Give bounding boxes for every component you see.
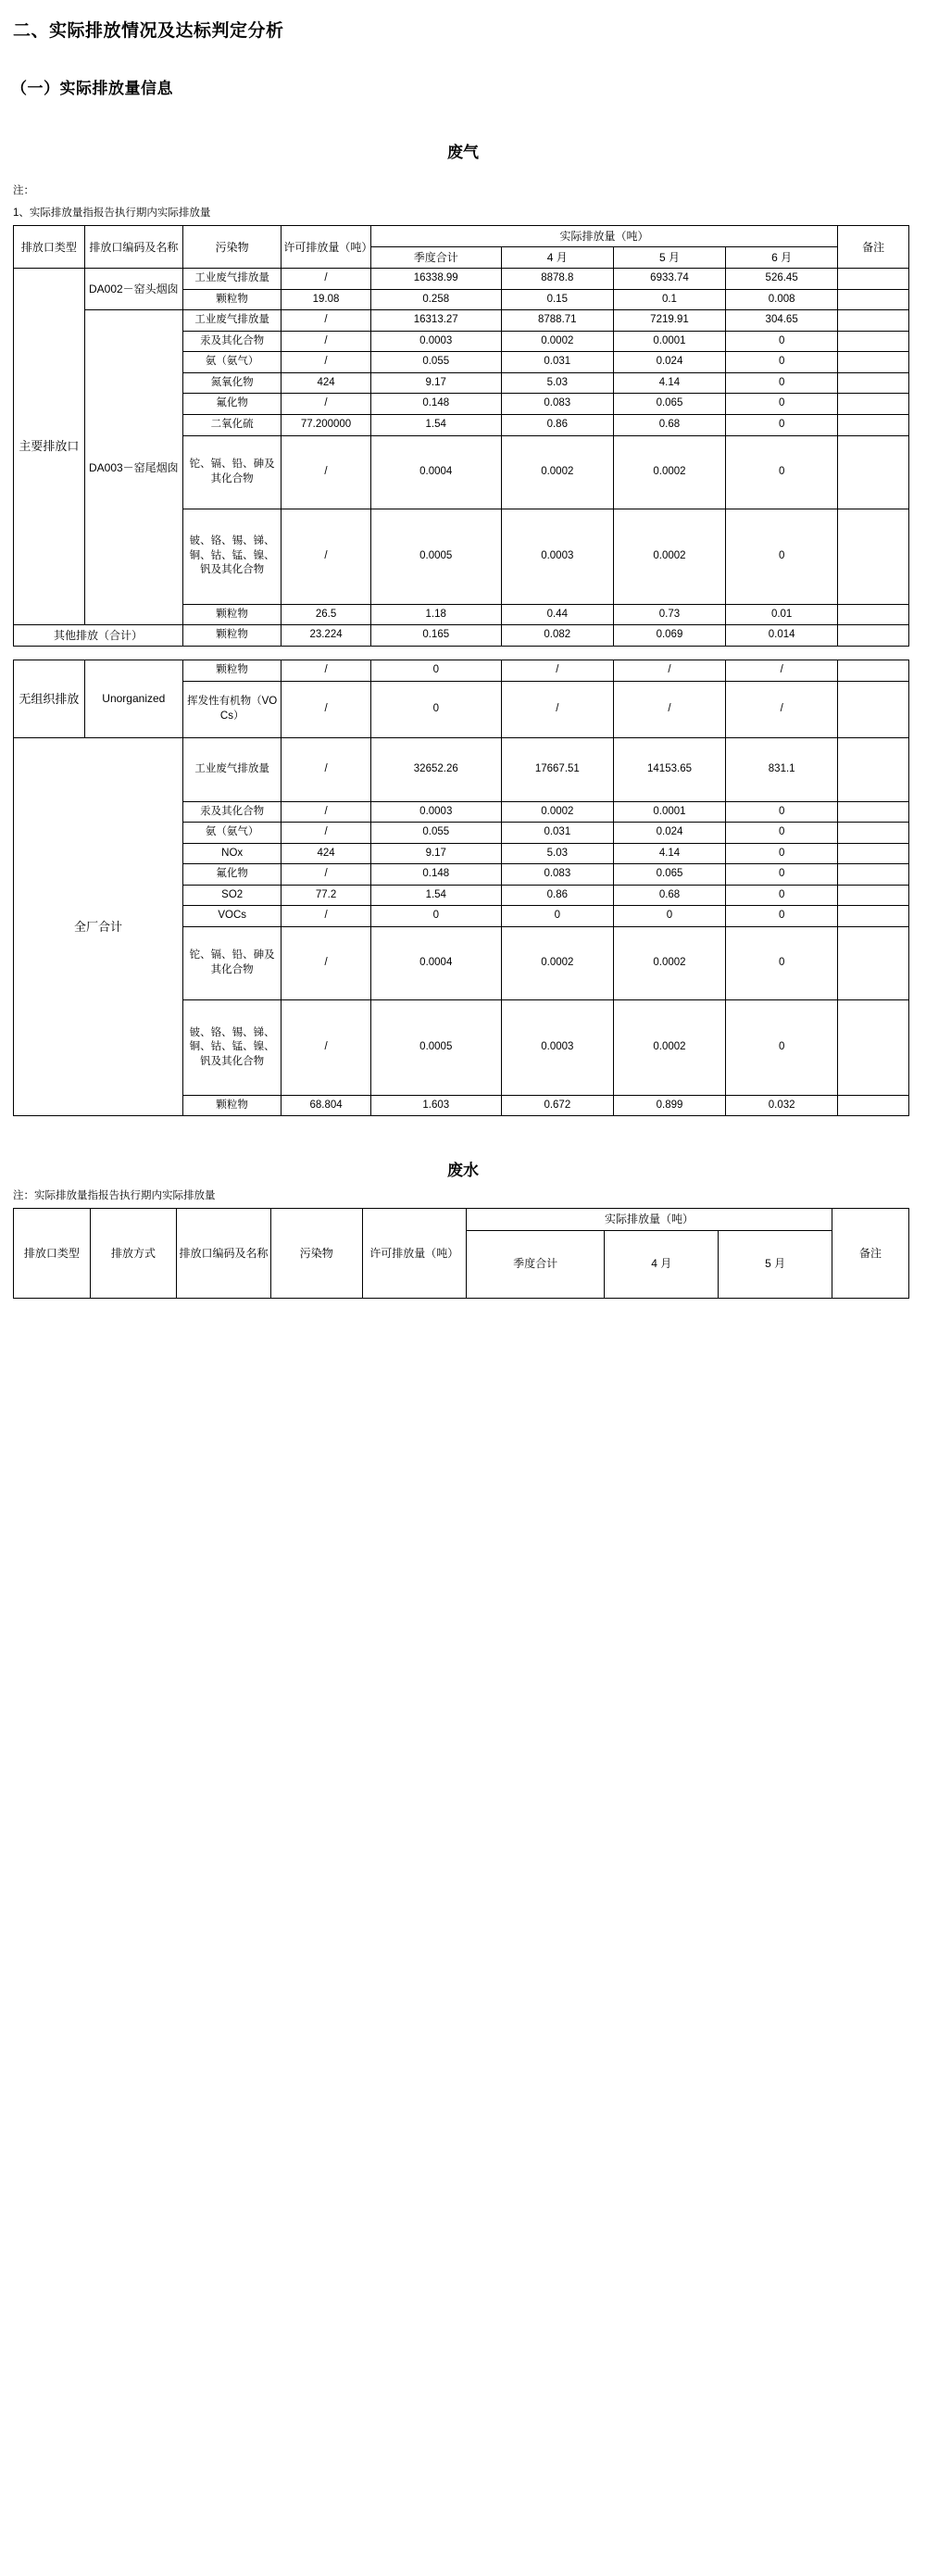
- cell-quarter: 0.165: [370, 625, 501, 647]
- cell-permitted: /: [282, 352, 370, 373]
- cell-m4: 0.031: [501, 352, 613, 373]
- cell-pollutant: 氮氧化物: [182, 372, 281, 394]
- cell-remark: [838, 289, 909, 310]
- cell-permitted: 23.224: [282, 625, 370, 647]
- cell-permitted: 77.200000: [282, 414, 370, 435]
- cell-permitted: /: [282, 737, 370, 801]
- cell-pollutant: 挥发性有机物（VOCs）: [183, 681, 282, 737]
- cell-m5: 0.73: [613, 604, 725, 625]
- note-line-1: 1、实际排放量指报告执行期内实际排放量: [13, 207, 211, 219]
- cell-m4: 0.083: [501, 864, 613, 886]
- cell-pollutant: 汞及其化合物: [183, 801, 282, 823]
- cell-m5: 0.0002: [613, 999, 725, 1095]
- cell-m6: 0.008: [726, 289, 838, 310]
- cell-permitted: /: [282, 906, 370, 927]
- th-month-6: 6 月: [726, 247, 838, 269]
- cell-m4: 17667.51: [501, 737, 613, 801]
- cell-m5: 7219.91: [613, 310, 725, 332]
- cell-quarter: 0.148: [370, 864, 501, 886]
- cell-m6: 0: [726, 801, 838, 823]
- cell-permitted: /: [282, 660, 370, 682]
- cell-m6: 0: [726, 885, 838, 906]
- cell-permitted: /: [282, 926, 370, 999]
- cell-quarter: 0.0004: [370, 926, 501, 999]
- cell-permitted: 26.5: [282, 604, 370, 625]
- table-header-row-1: [14, 1209, 909, 1230]
- cell-m6: 304.65: [726, 310, 838, 332]
- cell-quarter: 0.0003: [370, 331, 501, 352]
- cell-m5: 0.1: [613, 289, 725, 310]
- cell-pollutant: 铊、镉、铅、砷及其化合物: [183, 926, 282, 999]
- cell-m4: 0.86: [501, 885, 613, 906]
- cell-m5: 0.0002: [613, 509, 725, 604]
- cell-remark: [838, 625, 909, 647]
- cell-m5: 14153.65: [613, 737, 725, 801]
- cell-permitted: /: [282, 331, 370, 352]
- cell-outlet-code-da002: DA002－窑头烟囱: [84, 269, 182, 310]
- cell-plant-total-label: 全厂合计: [14, 737, 183, 1116]
- cell-remark: [838, 414, 909, 435]
- cell-pollutant: 氟化物: [182, 394, 281, 415]
- cell-quarter: 0.055: [370, 823, 501, 844]
- cell-pollutant: 颗粒物: [183, 660, 282, 682]
- cell-pollutant: 氨（氨气）: [183, 823, 282, 844]
- cell-quarter: 16338.99: [370, 269, 501, 290]
- cell-m5: 0.024: [613, 823, 725, 844]
- cell-m6: 0.01: [726, 604, 838, 625]
- cell-remark: [838, 1095, 909, 1116]
- cell-pollutant: 工业废气排放量: [183, 737, 282, 801]
- cell-m6: 0: [726, 926, 838, 999]
- subsection-title: （一）实际排放量信息: [11, 80, 173, 97]
- page-title: 二、实际排放情况及达标判定分析: [13, 21, 284, 41]
- cell-m6: /: [726, 681, 838, 737]
- cell-m4: 5.03: [501, 843, 613, 864]
- table-row: [14, 737, 909, 801]
- cell-remark: [838, 660, 909, 682]
- cell-m5: 0.899: [613, 1095, 725, 1116]
- cell-m6: 0: [726, 352, 838, 373]
- cell-m5: 6933.74: [613, 269, 725, 290]
- th-actual-group: 实际排放量（吨）: [466, 1209, 832, 1230]
- cell-outlet-code-da003: DA003－窑尾烟囱: [84, 310, 182, 625]
- cell-pollutant: SO2: [183, 885, 282, 906]
- th-permitted: 许可排放量（吨）: [362, 1209, 466, 1298]
- waste-water-section-title: 废水: [447, 1162, 479, 1180]
- cell-m6: 0: [726, 509, 838, 604]
- table-row: [14, 625, 909, 647]
- cell-permitted: /: [282, 394, 370, 415]
- cell-pollutant: VOCs: [183, 906, 282, 927]
- cell-remark: [838, 737, 909, 801]
- cell-m4: 0.0003: [501, 999, 613, 1095]
- cell-pollutant: NOx: [183, 843, 282, 864]
- cell-quarter: 9.17: [370, 843, 501, 864]
- cell-m4: 0.86: [501, 414, 613, 435]
- cell-m5: 0.065: [613, 864, 725, 886]
- cell-remark: [838, 372, 909, 394]
- cell-m5: 0.065: [613, 394, 725, 415]
- cell-quarter: 16313.27: [370, 310, 501, 332]
- th-outlet-code-name: 排放口编码及名称: [84, 226, 182, 269]
- cell-remark: [838, 926, 909, 999]
- cell-m5: 0.024: [613, 352, 725, 373]
- cell-m4: 0.031: [501, 823, 613, 844]
- waste-gas-section-title: 废气: [447, 144, 479, 161]
- cell-m5: 0: [613, 906, 725, 927]
- cell-m6: 0: [726, 435, 838, 509]
- cell-m5: 0.0001: [613, 801, 725, 823]
- cell-m5: 4.14: [613, 372, 725, 394]
- cell-permitted: /: [282, 310, 370, 332]
- report-page: [0, 17, 926, 2576]
- cell-pollutant: 氨（氨气）: [182, 352, 281, 373]
- cell-pollutant: 颗粒物: [183, 1095, 282, 1116]
- cell-quarter: 0: [370, 681, 501, 737]
- cell-remark: [838, 823, 909, 844]
- th-month-5: 5 月: [719, 1230, 832, 1298]
- cell-remark: [838, 885, 909, 906]
- th-actual-group: 实际排放量（吨）: [370, 226, 837, 247]
- cell-remark: [838, 331, 909, 352]
- cell-permitted: 77.2: [282, 885, 370, 906]
- cell-m4: 0.44: [501, 604, 613, 625]
- cell-m6: 0.014: [726, 625, 838, 647]
- table-row: [14, 660, 909, 682]
- cell-permitted: /: [282, 681, 370, 737]
- cell-remark: [838, 269, 909, 290]
- cell-m5: /: [613, 660, 725, 682]
- cell-m4: /: [501, 681, 613, 737]
- cell-m5: 4.14: [613, 843, 725, 864]
- cell-remark: [838, 604, 909, 625]
- cell-permitted: /: [282, 269, 370, 290]
- cell-permitted: /: [282, 823, 370, 844]
- table-row: [14, 269, 909, 290]
- cell-m4: 8878.8: [501, 269, 613, 290]
- cell-quarter: 0.258: [370, 289, 501, 310]
- cell-m6: /: [726, 660, 838, 682]
- th-month-4: 4 月: [501, 247, 613, 269]
- note-label: 注：: [13, 185, 34, 196]
- table-header-row-1: [14, 226, 909, 247]
- cell-remark: [838, 999, 909, 1095]
- waste-gas-table-part1: [13, 225, 909, 647]
- cell-pollutant: 铍、铬、锡、锑、铜、钴、锰、镍、钒及其化合物: [182, 509, 281, 604]
- cell-quarter: 1.18: [370, 604, 501, 625]
- cell-outlet-code-unorganized: Unorganized: [84, 660, 182, 738]
- cell-quarter: 0.055: [370, 352, 501, 373]
- cell-pollutant: 工业废气排放量: [182, 269, 281, 290]
- cell-remark: [838, 801, 909, 823]
- cell-m4: 0.082: [501, 625, 613, 647]
- th-quarter-total: 季度合计: [466, 1230, 605, 1298]
- cell-permitted: /: [282, 801, 370, 823]
- cell-pollutant: 铍、铬、锡、锑、铜、钴、锰、镍、钒及其化合物: [183, 999, 282, 1095]
- cell-permitted: /: [282, 999, 370, 1095]
- th-remark: 备注: [832, 1209, 909, 1298]
- cell-m6: 526.45: [726, 269, 838, 290]
- cell-m4: /: [501, 660, 613, 682]
- cell-m5: 0.069: [613, 625, 725, 647]
- cell-m4: 0.15: [501, 289, 613, 310]
- cell-remark: [838, 864, 909, 886]
- cell-m6: 0: [726, 906, 838, 927]
- cell-permitted: /: [282, 864, 370, 886]
- cell-m6: 0: [726, 843, 838, 864]
- cell-quarter: 32652.26: [370, 737, 501, 801]
- cell-m4: 0: [501, 906, 613, 927]
- cell-pollutant: 二氧化硫: [182, 414, 281, 435]
- cell-quarter: 0.148: [370, 394, 501, 415]
- cell-m6: 0: [726, 372, 838, 394]
- cell-m5: /: [613, 681, 725, 737]
- cell-quarter: 0.0005: [370, 999, 501, 1095]
- cell-quarter: 1.603: [370, 1095, 501, 1116]
- cell-m6: 0: [726, 823, 838, 844]
- cell-pollutant: 颗粒物: [182, 625, 281, 647]
- th-outlet-code-name: 排放口编码及名称: [177, 1209, 271, 1298]
- cell-pollutant: 氟化物: [183, 864, 282, 886]
- cell-m6: 0: [726, 331, 838, 352]
- cell-quarter: 0.0004: [370, 435, 501, 509]
- th-month-4: 4 月: [605, 1230, 719, 1298]
- cell-permitted: 424: [282, 372, 370, 394]
- cell-permitted: /: [282, 509, 370, 604]
- cell-m4: 0.083: [501, 394, 613, 415]
- th-outlet-type: 排放口类型: [14, 1209, 91, 1298]
- cell-remark: [838, 906, 909, 927]
- cell-m6: 0: [726, 394, 838, 415]
- cell-remark: [838, 394, 909, 415]
- table-row: [14, 310, 909, 332]
- cell-quarter: 0: [370, 660, 501, 682]
- cell-permitted: /: [282, 435, 370, 509]
- cell-outlet-type-main: 主要排放口: [14, 269, 85, 625]
- th-remark: 备注: [838, 226, 909, 269]
- cell-quarter: 9.17: [370, 372, 501, 394]
- cell-quarter: 1.54: [370, 885, 501, 906]
- cell-pollutant: 工业废气排放量: [182, 310, 281, 332]
- cell-m4: 5.03: [501, 372, 613, 394]
- note-water: 注：实际排放量指报告执行期内实际排放量: [13, 1190, 216, 1202]
- cell-quarter: 0.0005: [370, 509, 501, 604]
- cell-other-discharge-label: 其他排放（合计）: [14, 625, 183, 647]
- cell-m5: 0.68: [613, 885, 725, 906]
- cell-m6: 0: [726, 414, 838, 435]
- cell-remark: [838, 681, 909, 737]
- cell-remark: [838, 310, 909, 332]
- cell-m4: 0.0002: [501, 926, 613, 999]
- cell-m5: 0.68: [613, 414, 725, 435]
- th-pollutant: 污染物: [182, 226, 281, 269]
- cell-m6: 831.1: [726, 737, 838, 801]
- cell-m6: 0: [726, 999, 838, 1095]
- cell-m5: 0.0002: [613, 435, 725, 509]
- cell-m4: 0.0003: [501, 509, 613, 604]
- cell-m5: 0.0001: [613, 331, 725, 352]
- cell-m4: 0.0002: [501, 435, 613, 509]
- cell-remark: [838, 509, 909, 604]
- th-pollutant: 污染物: [270, 1209, 362, 1298]
- cell-m4: 0.0002: [501, 801, 613, 823]
- cell-permitted: 68.804: [282, 1095, 370, 1116]
- cell-m6: 0.032: [726, 1095, 838, 1116]
- waste-gas-table-part2: [13, 660, 909, 1116]
- cell-quarter: 0: [370, 906, 501, 927]
- cell-permitted: 19.08: [282, 289, 370, 310]
- cell-pollutant: 铊、镉、铅、砷及其化合物: [182, 435, 281, 509]
- cell-quarter: 1.54: [370, 414, 501, 435]
- th-permitted: 许可排放量（吨）: [282, 226, 370, 269]
- cell-remark: [838, 352, 909, 373]
- th-month-5: 5 月: [613, 247, 725, 269]
- cell-remark: [838, 435, 909, 509]
- cell-quarter: 0.0003: [370, 801, 501, 823]
- waste-water-table: [13, 1208, 909, 1298]
- cell-remark: [838, 843, 909, 864]
- cell-pollutant: 颗粒物: [182, 289, 281, 310]
- th-discharge-method: 排放方式: [90, 1209, 176, 1298]
- cell-pollutant: 汞及其化合物: [182, 331, 281, 352]
- cell-m4: 8788.71: [501, 310, 613, 332]
- cell-outlet-type-unorganized: 无组织排放: [14, 660, 85, 738]
- cell-m4: 0.672: [501, 1095, 613, 1116]
- cell-pollutant: 颗粒物: [182, 604, 281, 625]
- cell-m5: 0.0002: [613, 926, 725, 999]
- th-quarter-total: 季度合计: [370, 247, 501, 269]
- cell-permitted: 424: [282, 843, 370, 864]
- cell-m6: 0: [726, 864, 838, 886]
- th-outlet-type: 排放口类型: [14, 226, 85, 269]
- cell-m4: 0.0002: [501, 331, 613, 352]
